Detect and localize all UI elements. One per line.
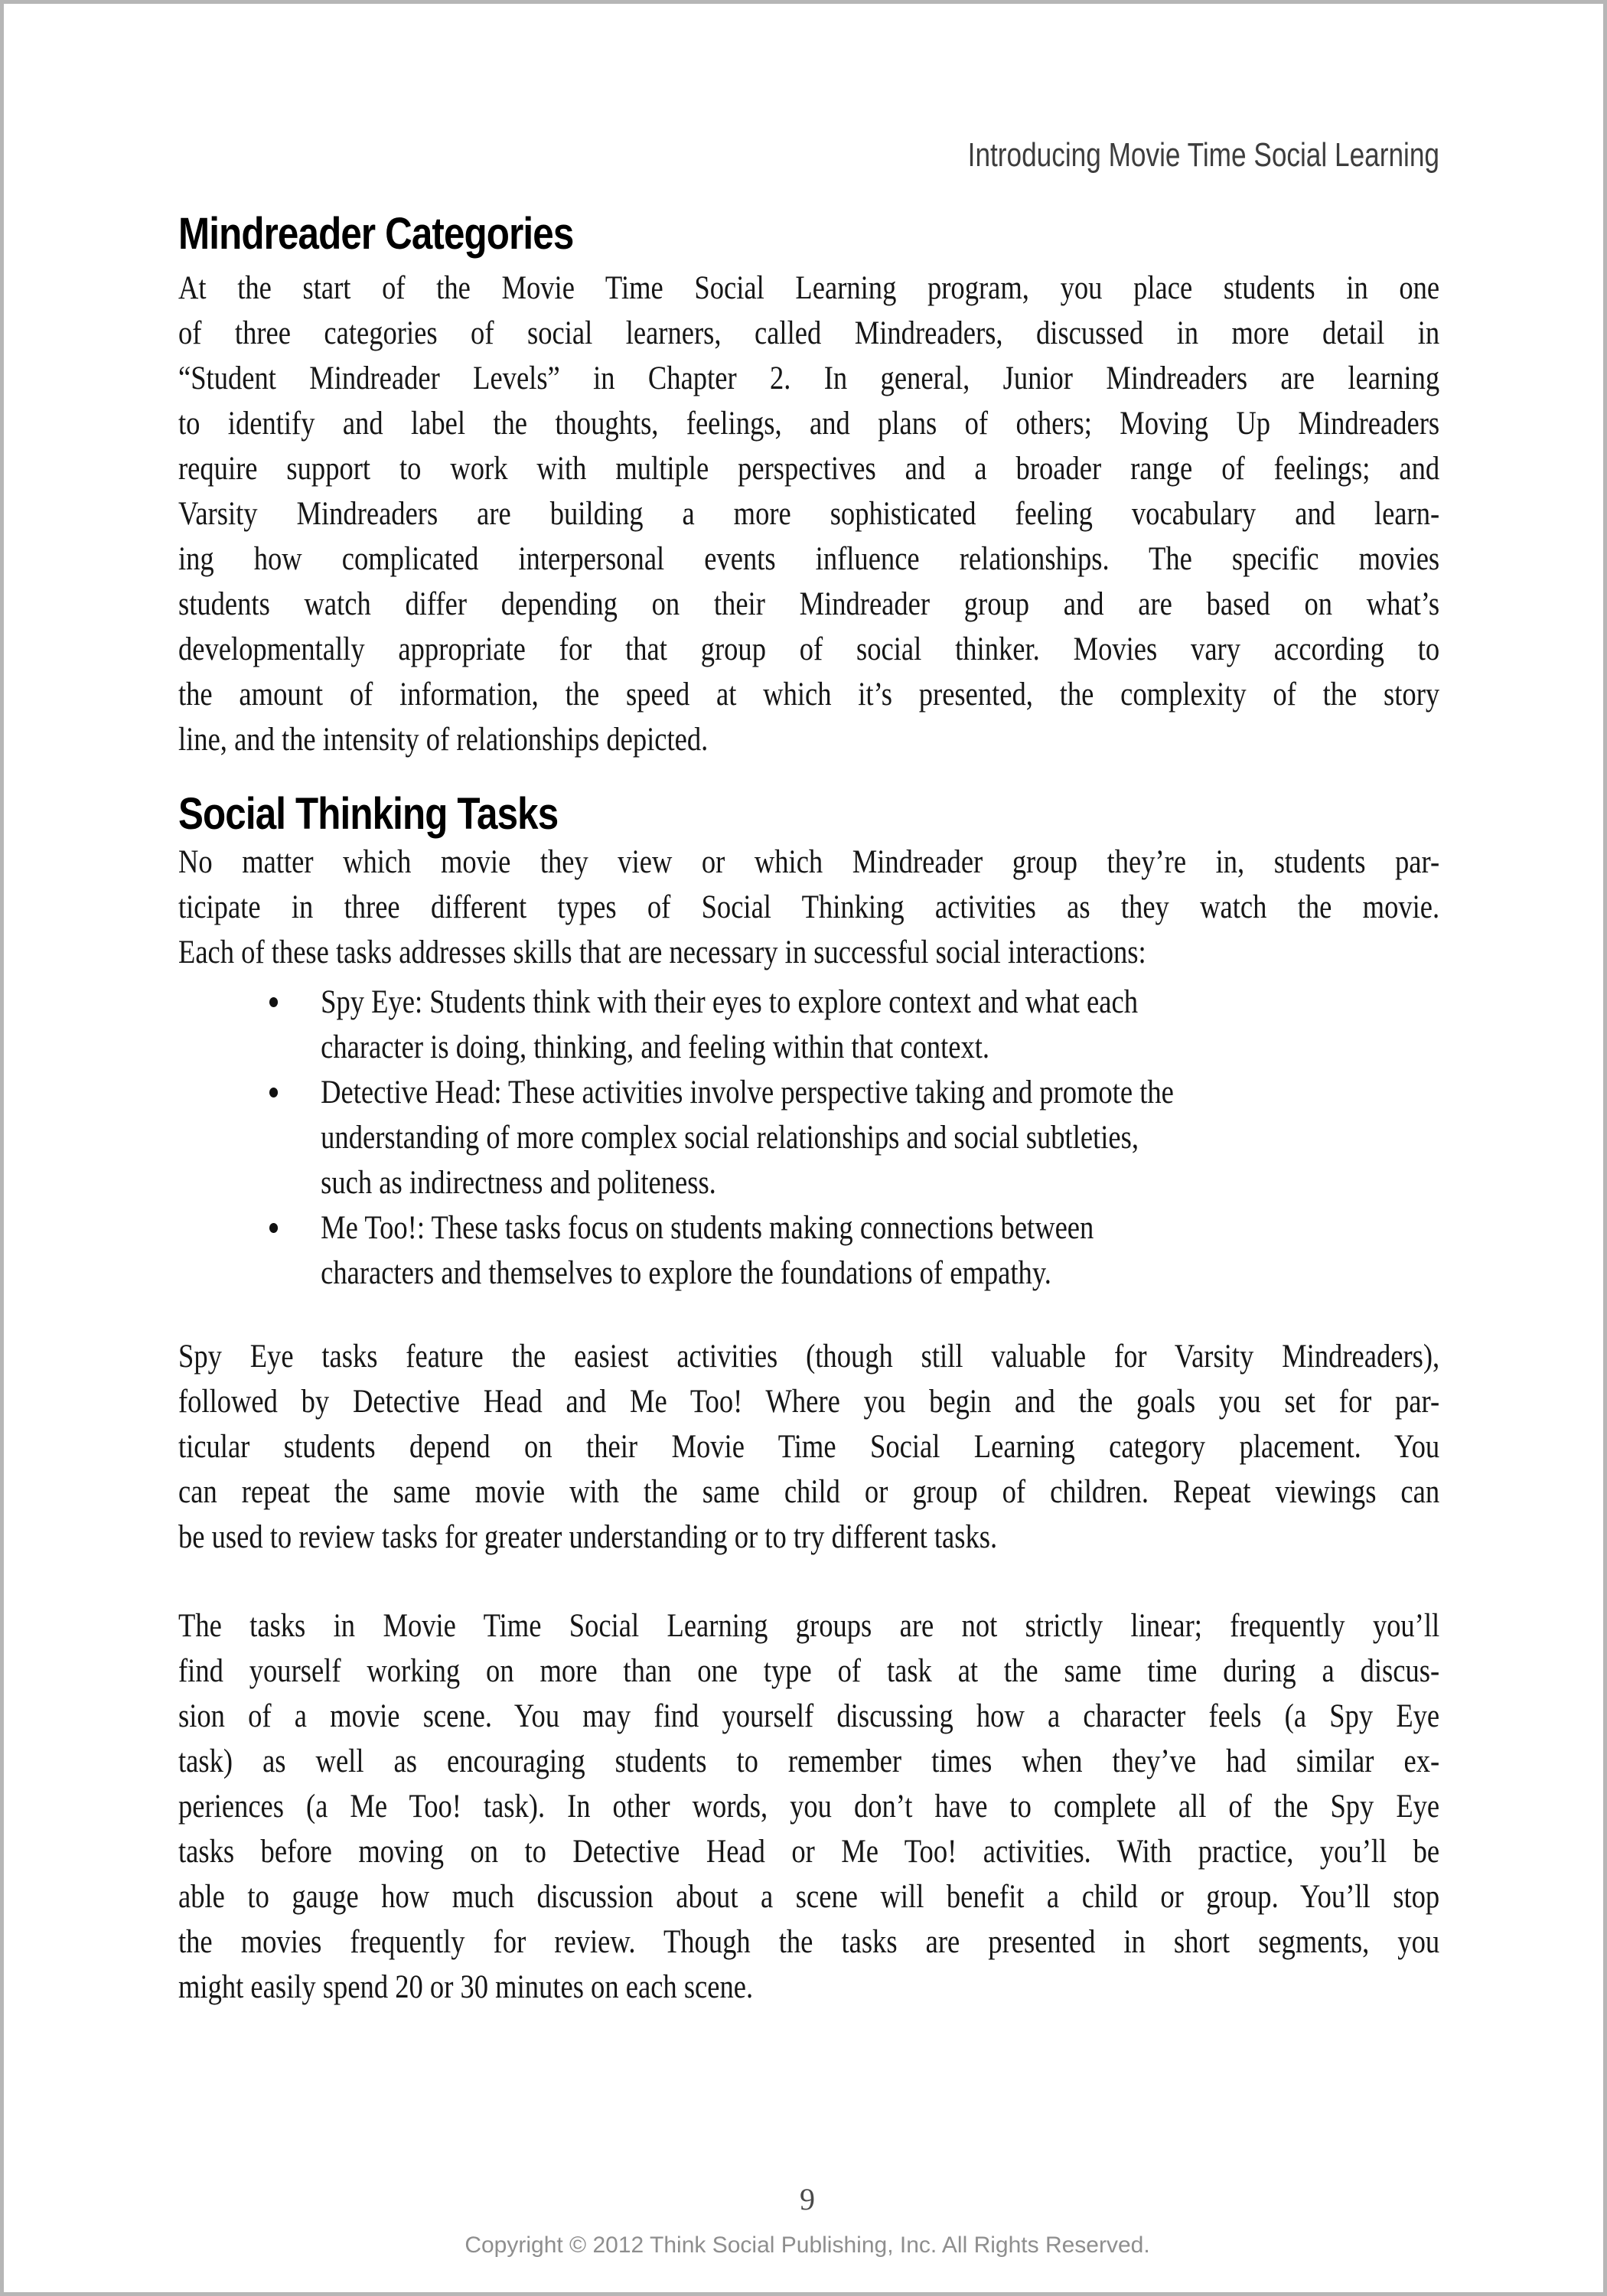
paragraph-social-thinking-intro	[178, 840, 1439, 975]
bullet-icon	[269, 1088, 278, 1097]
bullet-item	[178, 1205, 1439, 1296]
text-line: No matter which movie they view or which Mindreader group they’re in, students par-	[178, 844, 1440, 880]
text-line: of three categories of social learners, called Mindreaders, discussed in more detail in	[178, 315, 1440, 351]
paragraph-mindreader-categories	[178, 266, 1439, 762]
text-line: periences (a Me Too! task). In other words, you don’t have to complete all of the Spy Eye	[178, 1789, 1440, 1825]
text-line: Varsity Mindreaders are building a more sophisticated feeling vocabulary and learn-	[178, 496, 1440, 532]
bullet-item	[178, 1070, 1439, 1205]
text-line: line, and the intensity of relationships depicted.	[178, 722, 709, 758]
text-line: “Student Mindreader Levels” in Chapter 2. In general, Junior Mindreaders are learning	[178, 360, 1440, 396]
text-line: task) as well as encouraging students to remember times when they’ve had similar ex-	[178, 1743, 1440, 1779]
text-line: might easily spend 20 or 30 minutes on each scene.	[178, 1969, 754, 2005]
text-line: can repeat the same movie with the same child or group of children. Repeat viewings can	[178, 1474, 1440, 1510]
text-line: characters and themselves to explore the foundations of empathy.	[321, 1255, 1051, 1291]
section-heading-social-thinking-tasks: Social Thinking Tasks	[178, 789, 559, 839]
page-number: 9	[800, 2182, 815, 2216]
bullet-item	[178, 980, 1439, 1070]
bullet-list-social-thinking-tasks	[178, 980, 1439, 1296]
text-line: able to gauge how much discussion about a scene will benefit a child or group. You’ll stop	[178, 1879, 1440, 1915]
text-line: students watch differ depending on their Mindreader group and are based on what’s	[178, 586, 1440, 622]
text-line: sion of a movie scene. You may find yourself discussing how a character feels (a Spy Eye	[178, 1698, 1440, 1734]
running-head: Introducing Movie Time Social Learning	[967, 136, 1439, 174]
text-line: the movies frequently for review. Though the tasks are presented in short segments, you	[178, 1924, 1440, 1960]
copyright-line: Copyright © 2012 Think Social Publishing, Inc. All Rights Reserved.	[464, 2232, 1150, 2258]
text-line: Spy Eye tasks feature the easiest activities (though still valuable for Varsity Mindreaders),	[178, 1339, 1440, 1375]
text-line: understanding of more complex social relationships and social subtleties,	[321, 1120, 1139, 1156]
text-line: require support to work with multiple perspectives and a broader range of feelings; and	[178, 451, 1440, 487]
paragraph-tasks-not-linear	[178, 1603, 1439, 2010]
text-line: Detective Head: These activities involve perspective taking and promote the	[321, 1075, 1174, 1110]
text-line: At the start of the Movie Time Social Learning program, you place students in one	[178, 270, 1440, 306]
text-line: ticular students depend on their Movie Time Social Learning category placement. You	[178, 1429, 1440, 1465]
text-line: be used to review tasks for greater understanding or to try different tasks.	[178, 1519, 998, 1555]
text-line: tasks before moving on to Detective Head or Me Too! activities. With practice, you’ll be	[178, 1834, 1440, 1870]
text-line: developmentally appropriate for that group of social thinker. Movies vary according to	[178, 631, 1440, 667]
text-line: The tasks in Movie Time Social Learning groups are not strictly linear; frequently you’ll	[178, 1608, 1440, 1644]
text-line: to identify and label the thoughts, feelings, and plans of others; Moving Up Mindreaders	[178, 406, 1440, 442]
paragraph-spy-eye-tasks	[178, 1334, 1439, 1560]
text-line: ing how complicated interpersonal events influence relationships. The specific movies	[178, 541, 1440, 577]
text-line: Me Too!: These tasks focus on students making connections between	[321, 1210, 1094, 1246]
text-line: such as indirectness and politeness.	[321, 1165, 716, 1201]
text-line: find yourself working on more than one type of task at the same time during a discus-	[178, 1653, 1440, 1689]
text-line: Each of these tasks addresses skills that are necessary in successful social interactions:	[178, 934, 1146, 970]
section-heading-mindreader-categories: Mindreader Categories	[178, 209, 574, 259]
text-line: Spy Eye: Students think with their eyes to explore context and what each	[321, 984, 1138, 1020]
text-line: the amount of information, the speed at which it’s presented, the complexity of the story	[178, 677, 1440, 713]
text-line: ticipate in three different types of Social Thinking activities as they watch the movie.	[178, 889, 1440, 925]
bullet-icon	[269, 1223, 278, 1233]
bullet-icon	[269, 997, 278, 1007]
text-line: followed by Detective Head and Me Too! Where you begin and the goals you set for par-	[178, 1384, 1440, 1420]
text-line: character is doing, thinking, and feeling within that context.	[321, 1029, 990, 1065]
